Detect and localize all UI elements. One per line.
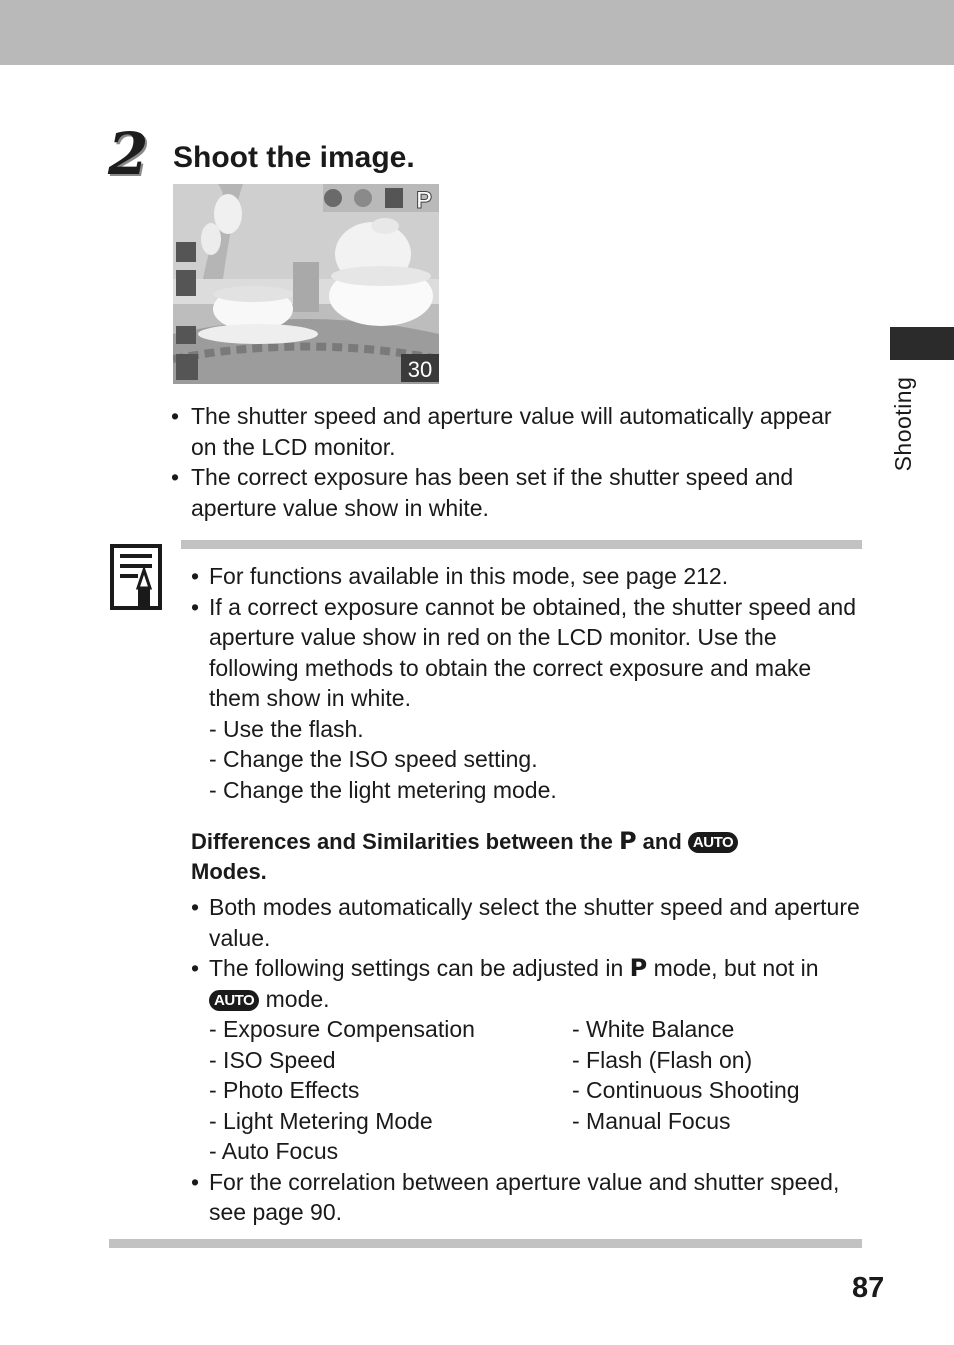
settings-list: [191, 1014, 861, 1167]
lcd-mode-label: P: [416, 187, 433, 214]
setting-item: - Exposure Compensation: [209, 1016, 475, 1042]
lcd-screen-image: [173, 184, 439, 384]
section-tab-label: Shooting: [890, 376, 916, 472]
list-item: • For functions available in this mode, see page 212.: [191, 561, 861, 592]
setting-item: - Light Metering Mode: [209, 1107, 433, 1134]
memo-icon: [110, 544, 164, 614]
setting-item: - Flash (Flash on): [572, 1046, 753, 1073]
note-bullet-text: If a correct exposure cannot be obtained, the shutter speed and aperture value show in red on the LCD monitor. Use the following methods to obtain the correct exposure and make them show in white.: [209, 593, 856, 711]
bullet-text: mode.: [265, 985, 330, 1012]
step-bullets: [171, 401, 861, 523]
list-item: [191, 953, 861, 1014]
note-sub-item: - Change the light metering mode.: [209, 776, 557, 803]
setting-item: [572, 1136, 872, 1167]
auto-mode-icon: AUTO: [688, 832, 738, 853]
step-title: Shoot the image.: [173, 141, 415, 174]
setting-item: - Photo Effects: [209, 1077, 360, 1103]
auto-mode-icon: AUTO: [209, 990, 259, 1011]
setting-item: - ISO Speed: [209, 1046, 336, 1073]
setting-item: - White Balance: [572, 1016, 735, 1042]
step-number: 2: [108, 120, 149, 188]
list-item: • Both modes automatically select the shutter speed and aperture value.: [191, 892, 861, 953]
setting-item: - Auto Focus: [209, 1138, 339, 1164]
setting-item: - Manual Focus: [572, 1107, 731, 1134]
subheading-and: and: [642, 829, 682, 854]
subheading: [191, 826, 861, 887]
subheading-text: Differences and Similarities between the: [191, 829, 613, 854]
note-rule-top: [181, 540, 862, 549]
note-rule-bottom: [109, 1239, 862, 1248]
subheading-end: Modes.: [191, 859, 267, 884]
bullet-text: mode, but not in: [653, 955, 819, 981]
note-sub-item: - Change the ISO speed setting.: [209, 746, 538, 772]
section-tab-marker: [890, 327, 954, 360]
list-item: • For the correlation between aperture value and shutter speed, see page 90.: [191, 1167, 861, 1228]
setting-item: - Continuous Shooting: [572, 1077, 800, 1103]
bullet-text: The following settings can be adjusted in: [209, 955, 624, 981]
lcd-frames-remaining: 30: [407, 357, 433, 382]
note-section: [191, 561, 861, 1228]
p-mode-icon: P: [618, 827, 637, 855]
p-mode-icon: P: [629, 954, 648, 982]
header-band: [0, 0, 954, 65]
list-item: • The correct exposure has been set if the shutter speed and aperture value show in white.: [171, 462, 861, 523]
list-item: [191, 592, 861, 806]
note-sub-item: - Use the flash.: [209, 715, 364, 742]
list-item: • The shutter speed and aperture value will automatically appear on the LCD monitor.: [171, 401, 861, 462]
page-number: 87: [852, 1272, 885, 1304]
